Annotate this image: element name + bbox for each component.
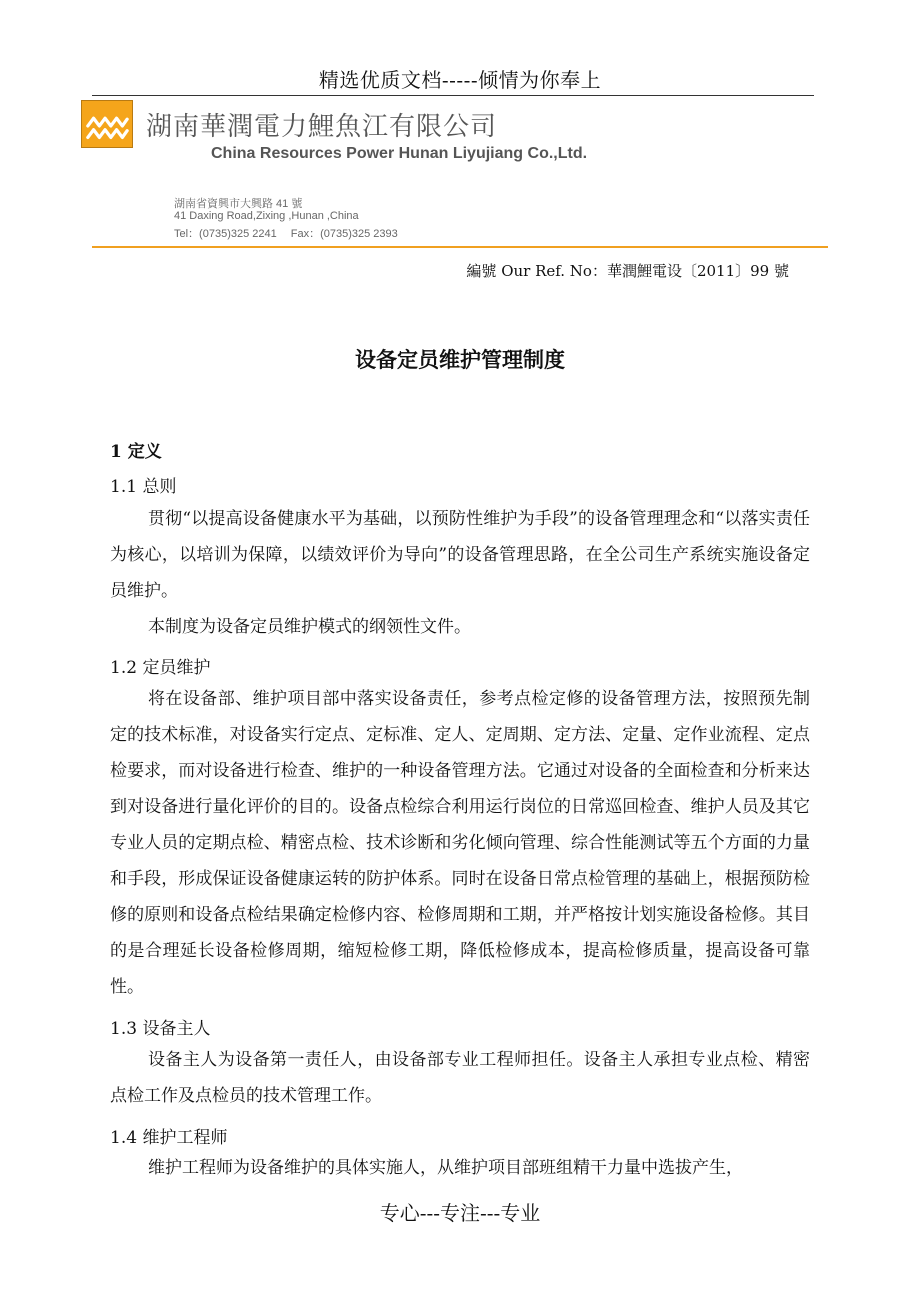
- section-1-1-paragraph-2: 本制度为设备定员维护模式的纲领性文件。: [148, 617, 471, 637]
- section-1-3-paragraph-1: 设备主人为设备第一责任人，由设备部专业工程师担任。设备主人承担专业点检、精密点检工作及点检员的技术管理工作。: [110, 1050, 810, 1106]
- reference-number: 編號 Our Ref. No：華潤鯉電设〔2011〕99 號: [466, 262, 789, 280]
- section-1-3-heading: 1.3 设备主人: [110, 1019, 211, 1039]
- address-english: 41 Daxing Road,Zixing ,Hunan ,China: [174, 210, 359, 222]
- document-title: 设备定员维护管理制度: [355, 348, 565, 372]
- top-divider: [92, 95, 814, 96]
- section-1-4-heading: 1.4 维护工程师: [110, 1128, 228, 1148]
- fax: Fax：(0735)325 2393: [290, 228, 398, 240]
- section-1-1-heading: 1.1 总则: [110, 477, 177, 497]
- section-1-2-heading: 1.2 定员维护: [110, 658, 211, 678]
- section-1-heading: 1 定义: [110, 442, 162, 462]
- top-banner: 精选优质文档-----倾情为你奉上: [318, 68, 602, 92]
- header-divider: [92, 246, 828, 248]
- contact-line: [174, 225, 398, 241]
- page-footer: 专心---专注---专业: [379, 1201, 541, 1225]
- telephone: Tel：(0735)325 2241: [174, 228, 277, 240]
- company-name-english: China Resources Power Hunan Liyujiang Co.,Ltd.: [211, 145, 588, 162]
- section-1-2-paragraph-1: 将在设备部、维护项目部中落实设备责任，参考点检定修的设备管理方法，按照预先制定的技术标准，对设备实行定点、定标准、定人、定周期、定方法、定量、定作业流程、定点检要求，而对设备进行检查、维护的一种设备管理方法。它通过对设备的全面检查和分析来达到对设备进行量化评价的目的。设备点检综合利用运行岗位的日常巡回检查、维护人员及其它专业人员的定期点检、精密点检、技术诊断和劣化倾向管理、综合性能测试等五个方面的力量和手段，形成保证设备健康运转的防护体系。同时在设备日常点检管理的基础上，根据预防检修的原则和设备点检结果确定检修内容、检修周期和工期，并严格按计划实施设备检修。其目的是合理延长设备检修周期，缩短检修工期，降低检修成本，提高检修质量，提高设备可靠性。: [110, 689, 810, 997]
- company-logo-icon: [81, 100, 133, 148]
- address-chinese: 湖南省資興市大興路 41 號: [174, 198, 303, 210]
- section-1-1-paragraph-1: 贯彻“以提高设备健康水平为基础，以预防性维护为手段”的设备管理理念和“以落实责任为核心，以培训为保障，以绩效评价为导向”的设备管理思路，在全公司生产系统实施设备定员维护。: [110, 509, 810, 601]
- section-1-4-paragraph-1: 维护工程师为设备维护的具体实施人，从维护项目部班组精干力量中选拔产生，: [148, 1158, 743, 1178]
- company-name-chinese: 湖南華潤電力鯉魚江有限公司: [146, 112, 498, 142]
